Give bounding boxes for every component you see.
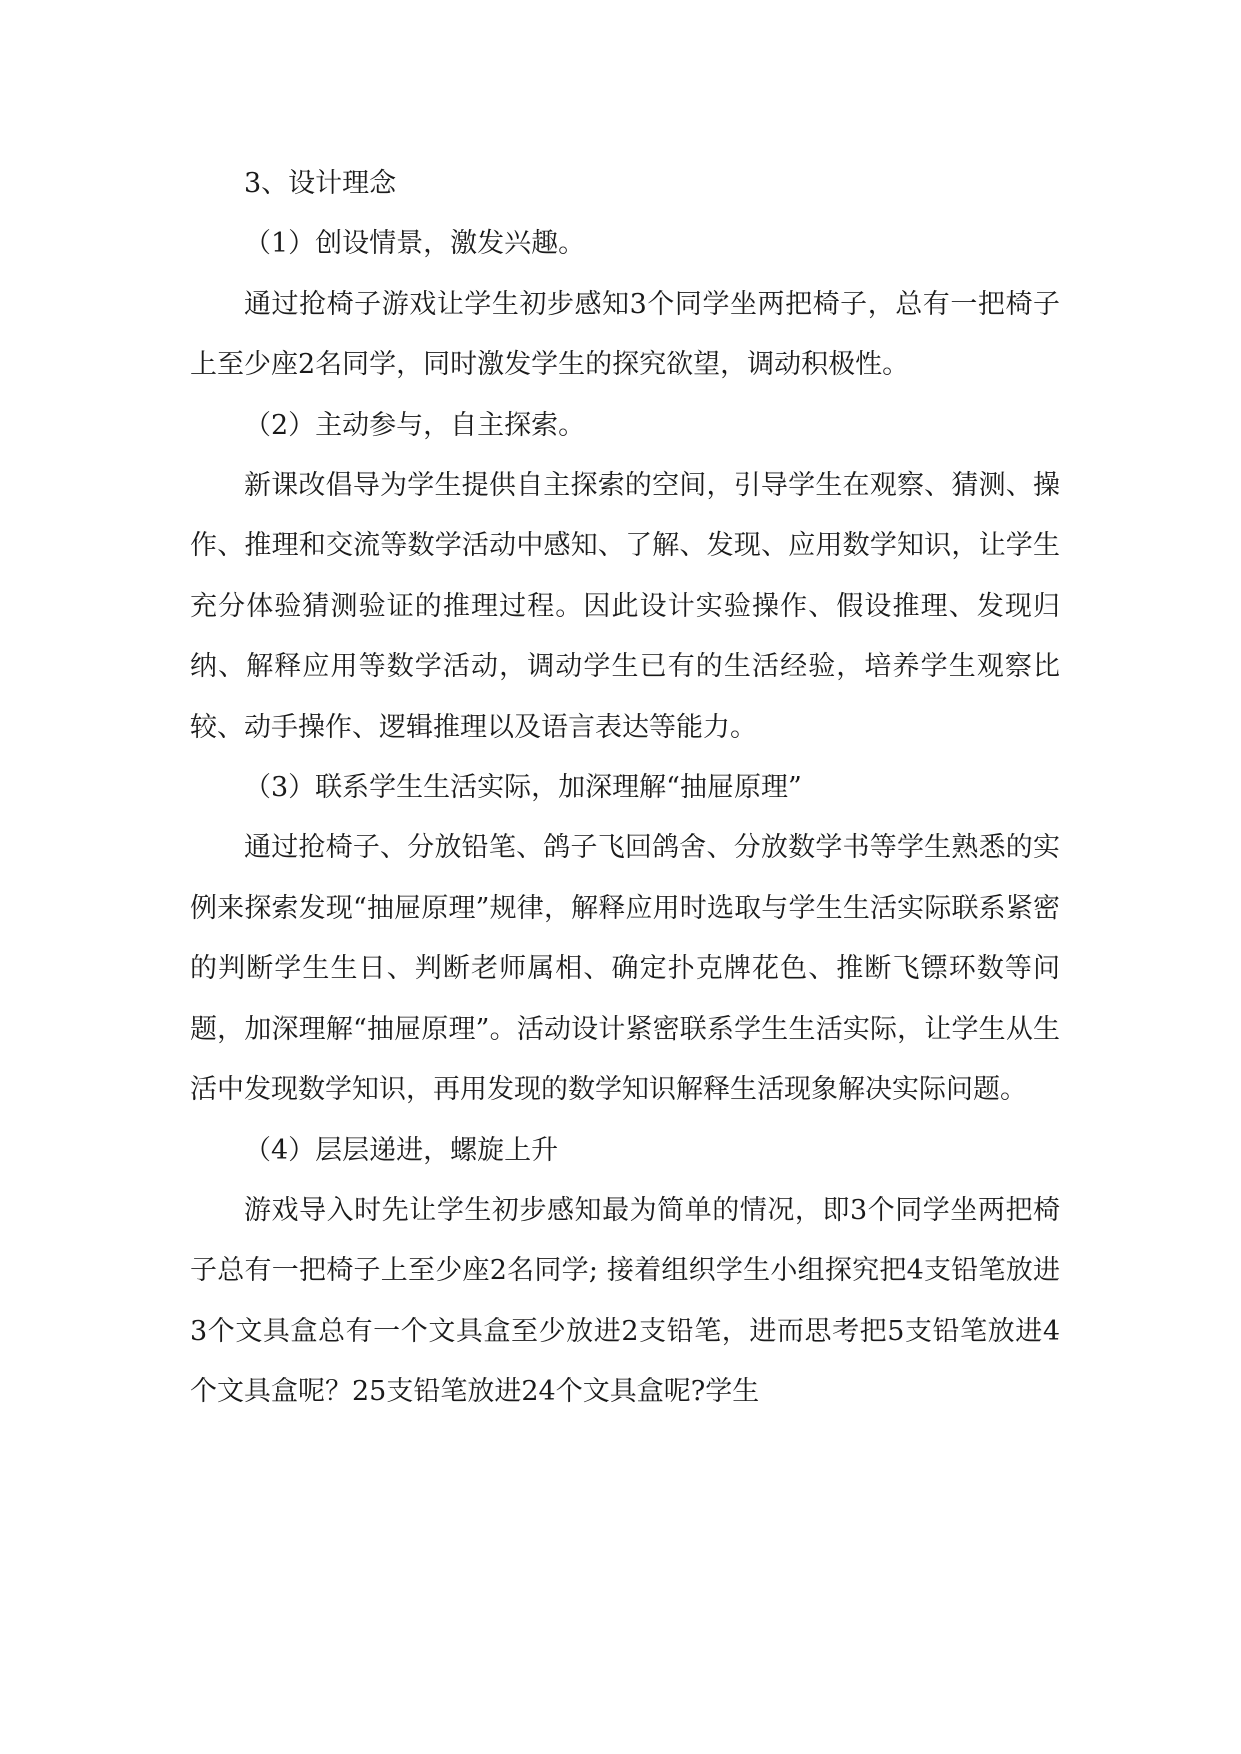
paragraph-4: 游戏导入时先让学生初步感知最为简单的情况，即3个同学坐两把椅子总有一把椅子上至少座2名同学; 接着组织学生小组探究把4支铅笔放进3个文具盒总有一个文具盒至少放进2支铅笔，进而思考把5支铅笔放进4个文具盒呢？25支铅笔放进24个文具盒呢?学生 [190,1194,1060,1408]
subheading-4: （4）层层递进，螺旋上升 [244,1134,559,1166]
paragraph-2: 新课改倡导为学生提供自主探索的空间，引导学生在观察、猜测、操作、推理和交流等数学活动中感知、了解、发现、应用数学知识，让学生充分体验猜测验证的推理过程。因此设计实验操作、假设推理、发现归纳、解释应用等数学活动，调动学生已有的生活经验，培养学生观察比较、动手操作、逻辑推理以及语言表达等能力。 [190,470,1060,743]
subheading-3: （3）联系学生生活实际，加深理解“抽屉原理” [244,772,802,804]
section-heading: 3、设计理念 [244,168,397,199]
subheading-1: （1）创设情景，激发兴趣。 [244,228,586,260]
document-text [190,154,1060,1423]
subheading-2: （2）主动参与，自主探索。 [244,409,586,441]
paragraph-1: 通过抢椅子游戏让学生初步感知3个同学坐两把椅子，总有一把椅子上至少座2名同学，同时激发学生的探究欲望，调动积极性。 [190,288,1060,381]
paragraph-3: 通过抢椅子、分放铅笔、鸽子飞回鸽舍、分放数学书等学生熟悉的实例来探索发现“抽屉原理”规律，解释应用时选取与学生生活实际联系紧密的判断学生生日、判断老师属相、确定扑克牌花色、推断飞镖环数等问题，加深理解“抽屉原理”。活动设计紧密联系学生生活实际，让学生从生活中发现数学知识，再用发现的数学知识解释生活现象解决实际问题。 [190,832,1060,1106]
